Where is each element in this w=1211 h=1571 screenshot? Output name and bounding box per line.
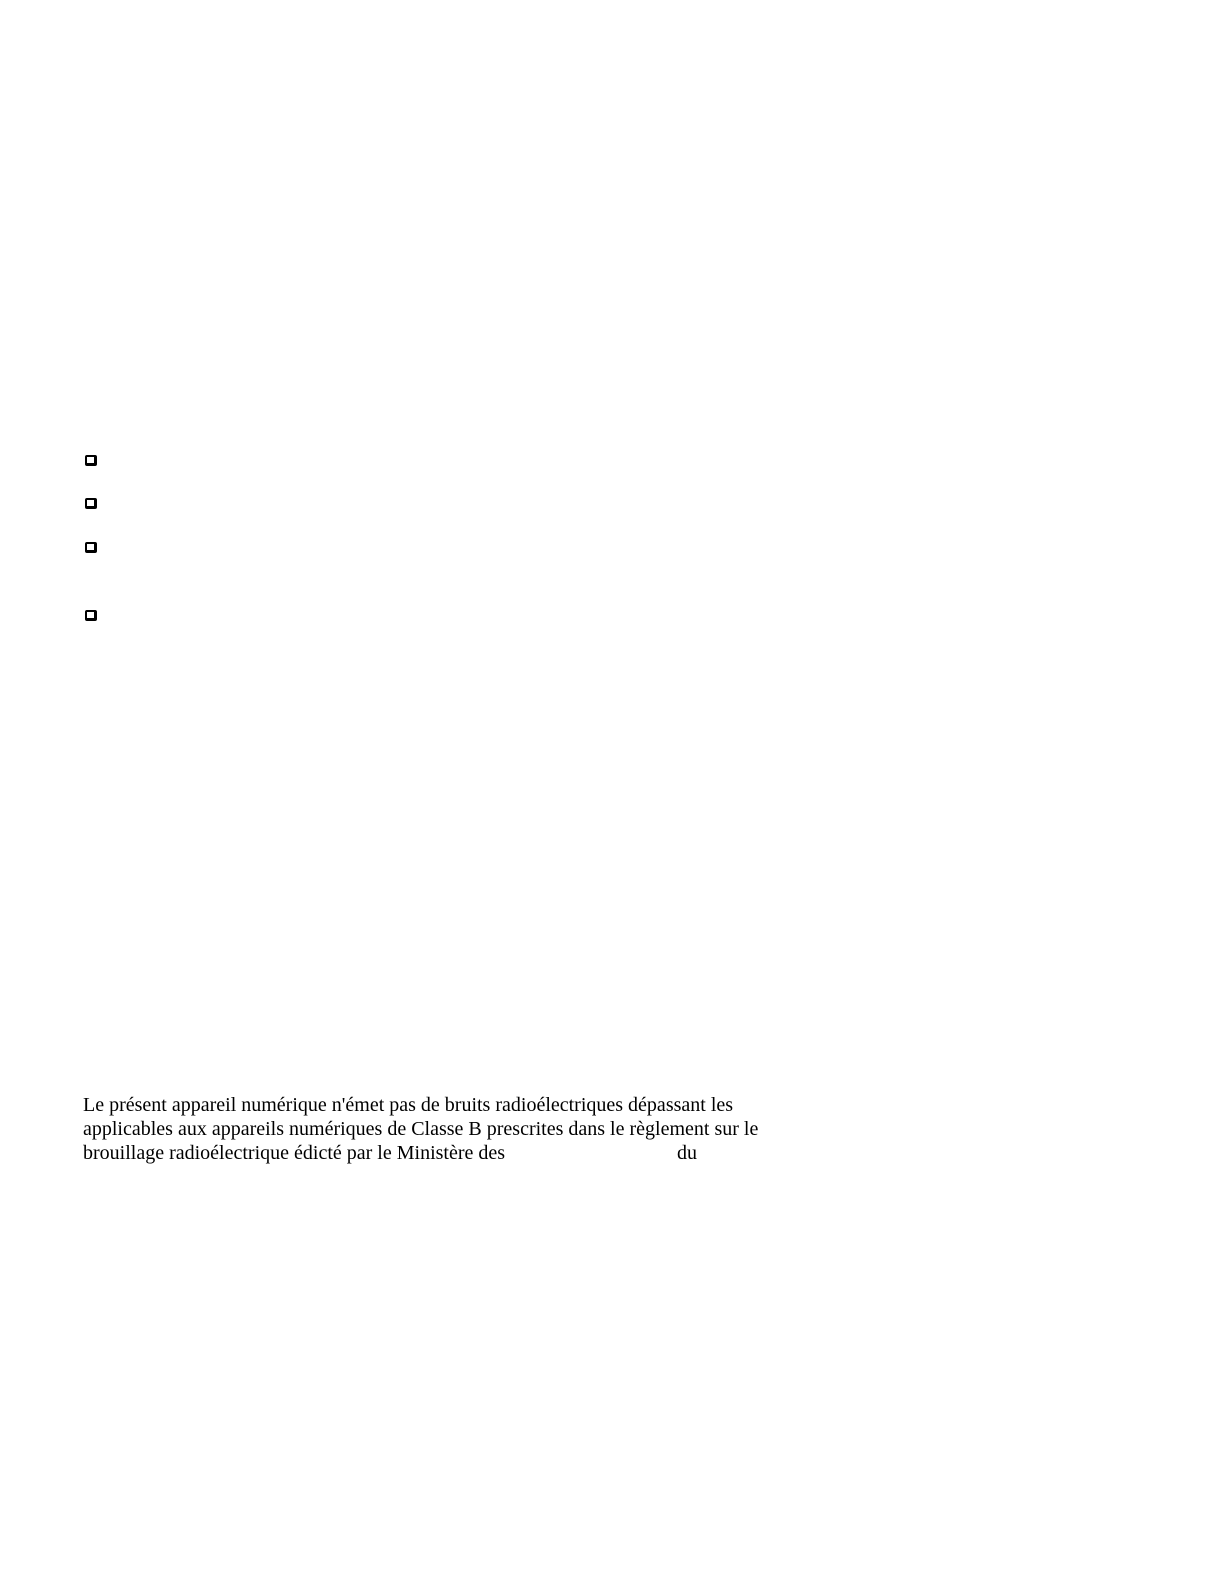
checkbox-icon — [85, 610, 97, 621]
checkbox-icon — [85, 542, 97, 553]
checkbox-icon — [85, 498, 97, 509]
notice-line-3-start: brouillage radioélectrique édicté par le Ministère des — [83, 1142, 506, 1164]
checkbox-icon — [85, 455, 97, 466]
notice-line-3 — [83, 1141, 903, 1165]
french-compliance-notice — [83, 1093, 903, 1165]
notice-line-1: Le présent appareil numérique n'émet pas de bruits radioélectriques dépassant les — [83, 1094, 734, 1116]
notice-line-2: applicables aux appareils numériques de Classe B prescrites dans le règlement sur le — [83, 1118, 759, 1140]
notice-line-3-end: du — [677, 1142, 698, 1164]
